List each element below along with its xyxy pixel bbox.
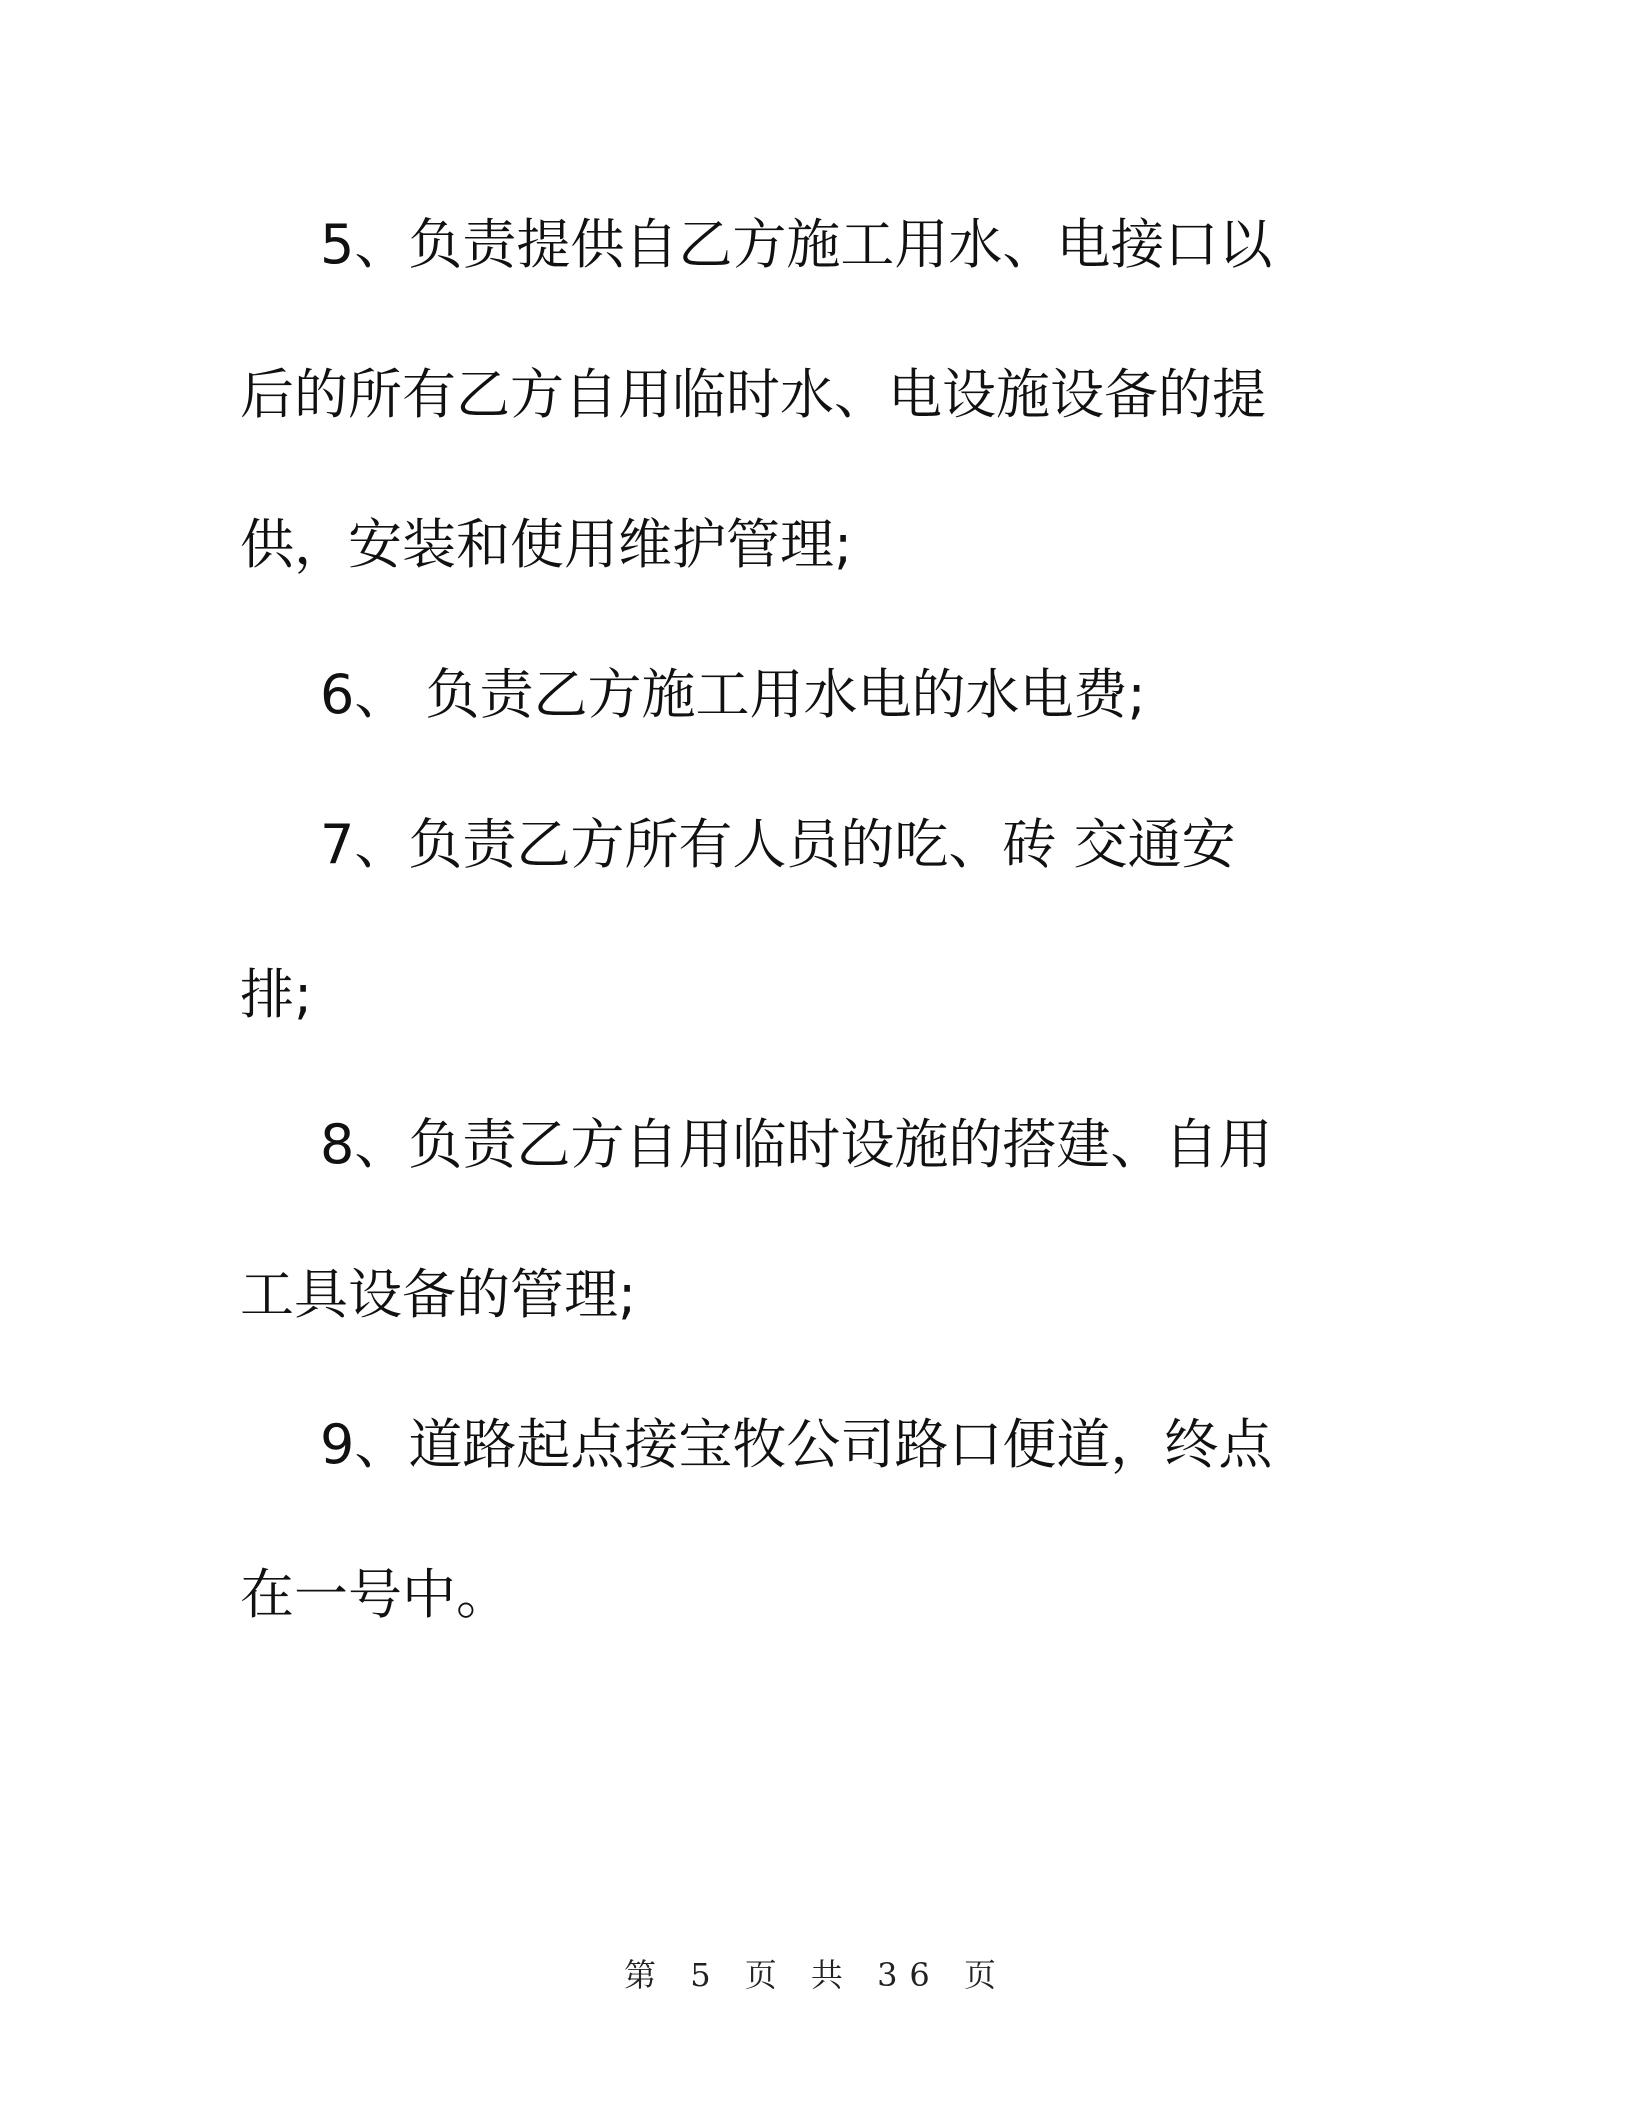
text-line: 工具设备的管理; — [240, 1263, 637, 1326]
text-line: 供，安装和使用维护管理; — [240, 513, 853, 576]
text-line: 6、 负责乙方施工用水电的水电费; — [320, 663, 1146, 726]
text-line: 5、负责提供自乙方施工用水、电接口以 — [320, 213, 1273, 276]
text-line: 7、负责乙方所有人员的吃、砖 交通安 — [320, 813, 1236, 876]
text-line: 排; — [240, 963, 313, 1026]
text-line: 在一号中。 — [240, 1563, 510, 1626]
text-line: 后的所有乙方自用临时水、电设施设备的提 — [240, 363, 1266, 426]
page-number-footer: 第 5 页 共 36 页 — [624, 1956, 1008, 1994]
text-line: 9、道路起点接宝牧公司路口便道，终点 — [320, 1413, 1273, 1476]
text-line: 8、负责乙方自用临时设施的搭建、自用 — [320, 1113, 1273, 1176]
